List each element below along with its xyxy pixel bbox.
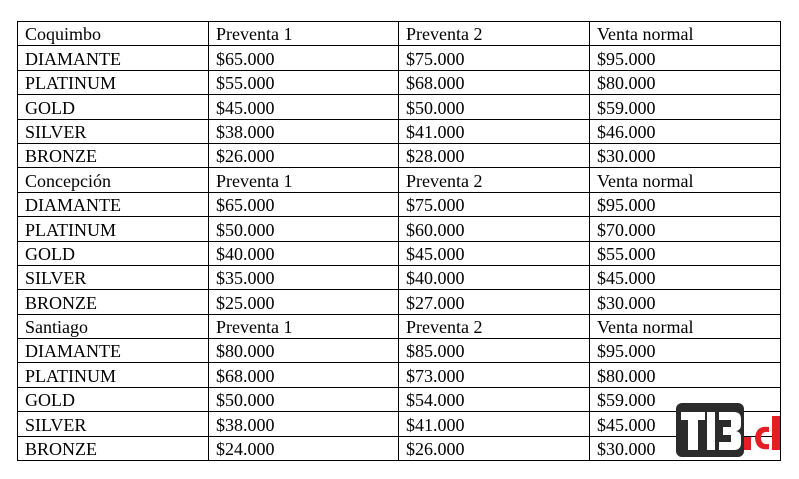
price-cell: $28.000 [399,143,590,167]
table-row [18,412,781,436]
section-header-row [18,314,781,338]
price-cell: $73.000 [399,363,590,387]
price-cell: $45.000 [209,95,399,119]
table-row [18,95,781,119]
tier-name: GOLD [18,241,209,265]
price-cell: $50.000 [209,217,399,241]
table-row [18,143,781,167]
tier-name: PLATINUM [18,70,209,94]
price-cell: $45.000 [399,241,590,265]
price-cell: $80.000 [590,70,781,94]
price-cell: $45.000 [590,265,781,289]
column-header: Venta normal [590,314,781,338]
tier-name: BRONZE [18,290,209,314]
tier-name: GOLD [18,387,209,411]
price-cell: $26.000 [209,143,399,167]
price-cell: $70.000 [590,217,781,241]
price-cell: $80.000 [209,339,399,363]
price-cell: $50.000 [209,387,399,411]
price-cell: $95.000 [590,46,781,70]
price-cell: $55.000 [590,241,781,265]
price-cell: $38.000 [209,119,399,143]
city-name: Santiago [18,314,209,338]
table-row [18,387,781,411]
column-header: Venta normal [590,168,781,192]
table-row [18,363,781,387]
table-row [18,339,781,363]
ticket-price-table [17,21,781,461]
price-cell: $41.000 [399,119,590,143]
tier-name: PLATINUM [18,363,209,387]
tier-name: PLATINUM [18,217,209,241]
price-cell: $46.000 [590,119,781,143]
price-cell: $85.000 [399,339,590,363]
price-cell: $54.000 [399,387,590,411]
tier-name: SILVER [18,412,209,436]
price-cell: $95.000 [590,192,781,216]
price-cell: $75.000 [399,46,590,70]
price-cell: $65.000 [209,192,399,216]
price-cell: $75.000 [399,192,590,216]
price-cell: $59.000 [590,95,781,119]
city-name: Concepción [18,168,209,192]
price-cell: $27.000 [399,290,590,314]
tier-name: DIAMANTE [18,192,209,216]
price-cell: $30.000 [590,436,781,460]
column-header: Venta normal [590,22,781,46]
price-cell: $50.000 [399,95,590,119]
tier-name: SILVER [18,265,209,289]
price-cell: $45.000 [590,412,781,436]
column-header: Preventa 2 [399,22,590,46]
price-cell: $59.000 [590,387,781,411]
tier-name: DIAMANTE [18,339,209,363]
price-cell: $35.000 [209,265,399,289]
price-cell: $95.000 [590,339,781,363]
table-row [18,290,781,314]
tier-name: SILVER [18,119,209,143]
price-cell: $30.000 [590,290,781,314]
table-row [18,436,781,460]
price-cell: $55.000 [209,70,399,94]
price-cell: $41.000 [399,412,590,436]
price-cell: $65.000 [209,46,399,70]
price-cell: $40.000 [209,241,399,265]
section-header-row [18,168,781,192]
column-header: Preventa 1 [209,168,399,192]
section-header-row [18,22,781,46]
table-row [18,70,781,94]
tier-name: BRONZE [18,436,209,460]
ticket-price-table-body [18,22,781,461]
tier-name: GOLD [18,95,209,119]
price-cell: $25.000 [209,290,399,314]
price-cell: $80.000 [590,363,781,387]
tier-name: DIAMANTE [18,46,209,70]
column-header: Preventa 2 [399,168,590,192]
column-header: Preventa 1 [209,314,399,338]
table-row [18,46,781,70]
t13-logo-icon [676,403,782,457]
table-row [18,192,781,216]
price-cell: $40.000 [399,265,590,289]
city-name: Coquimbo [18,22,209,46]
price-cell: $26.000 [399,436,590,460]
tier-name: BRONZE [18,143,209,167]
price-cell: $38.000 [209,412,399,436]
price-cell: $60.000 [399,217,590,241]
column-header: Preventa 2 [399,314,590,338]
price-cell: $24.000 [209,436,399,460]
table-row [18,217,781,241]
table-row [18,241,781,265]
table-row [18,119,781,143]
price-cell: $68.000 [399,70,590,94]
price-cell: $30.000 [590,143,781,167]
column-header: Preventa 1 [209,22,399,46]
table-row [18,265,781,289]
price-cell: $68.000 [209,363,399,387]
